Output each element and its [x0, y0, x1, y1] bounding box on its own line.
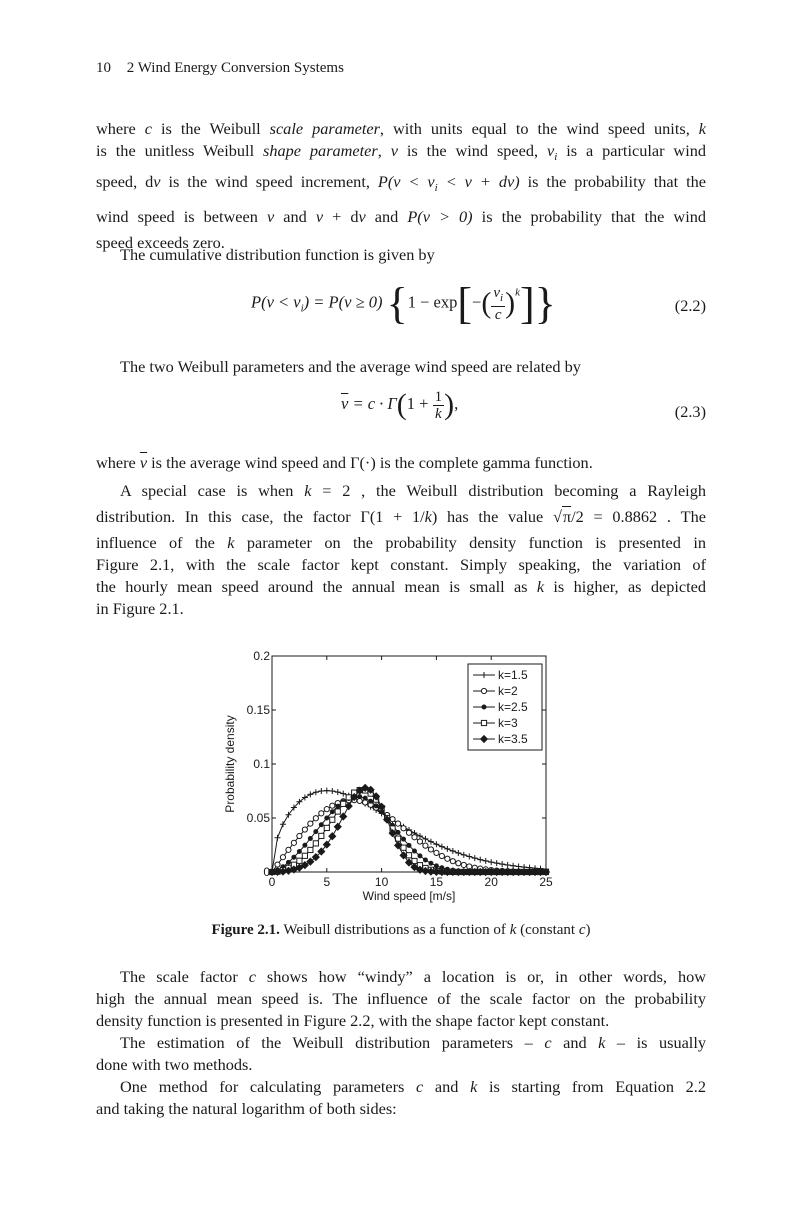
data-point — [406, 830, 411, 835]
running-header — [96, 60, 344, 77]
data-point — [297, 833, 302, 838]
text-line: wind speed is between v and v + dv and P(v > 0) is the probability that the wind — [96, 207, 706, 226]
text-line: The two Weibull parameters and the average wind speed are related by — [120, 357, 581, 376]
paragraph-scale-factor — [96, 966, 706, 1032]
data-point — [428, 847, 433, 852]
data-point — [329, 788, 335, 794]
data-point — [450, 848, 456, 854]
data-point — [423, 858, 427, 862]
data-point — [357, 798, 362, 803]
data-point — [445, 856, 450, 861]
data-point — [319, 823, 323, 827]
paragraph-weibull-definitions — [96, 118, 706, 254]
data-point — [324, 788, 330, 794]
y-tick-label: 0.05 — [246, 811, 270, 825]
data-point — [369, 799, 373, 803]
data-point — [455, 850, 461, 856]
text-line: where c is the Weibull scale parameter, with units equal to the wind speed units, k — [96, 119, 706, 138]
x-tick-label: 25 — [539, 875, 553, 889]
y-tick-label: 0.1 — [253, 757, 270, 771]
data-point — [423, 843, 428, 848]
data-point — [434, 850, 439, 855]
data-point — [313, 841, 318, 846]
data-point — [439, 844, 445, 850]
data-point — [358, 795, 362, 799]
text-line: The cumulative distribution function is given by — [120, 245, 435, 264]
data-point — [324, 807, 329, 812]
equation-number: (2.2) — [674, 296, 706, 315]
data-point — [481, 720, 486, 725]
paragraph-estimation — [96, 1032, 706, 1076]
data-point — [401, 845, 406, 850]
data-point — [456, 861, 461, 866]
data-point — [494, 860, 500, 866]
data-point — [335, 809, 340, 814]
legend-label: k=3.5 — [498, 732, 528, 746]
data-point — [417, 833, 423, 839]
data-point — [433, 841, 439, 847]
data-point — [308, 821, 313, 826]
text-line: A special case is when k = 2 , the Weibull distribution becoming a Rayleigh — [120, 481, 706, 500]
data-point — [481, 688, 486, 693]
data-point — [434, 864, 438, 868]
paragraph-relation-intro — [96, 356, 706, 378]
chart-legend — [468, 664, 542, 750]
data-point — [429, 861, 433, 865]
data-point — [286, 847, 291, 852]
data-point — [407, 843, 411, 847]
text-line: is the unitless Weibull shape parameter, v is the wind speed, $v_i$ is a particular wind — [96, 141, 706, 163]
data-point — [275, 862, 280, 867]
data-point — [412, 835, 417, 840]
data-point — [482, 705, 486, 709]
legend-label: k=3 — [498, 716, 518, 730]
data-point — [303, 843, 307, 847]
data-point — [510, 863, 516, 869]
data-point — [297, 849, 301, 853]
data-point — [412, 849, 416, 853]
text-line: distribution. In this case, the factor Γ(1 + 1/k) has the value √π/2 = 0.8862 . The — [96, 507, 706, 526]
data-point — [422, 836, 428, 842]
x-tick-label: 20 — [484, 875, 498, 889]
running-title: 2 Wind Energy Conversion Systems — [126, 60, 344, 76]
data-point — [401, 826, 406, 831]
data-point — [330, 803, 335, 808]
paragraph-cdf-intro — [96, 244, 706, 266]
x-tick-label: 15 — [429, 875, 444, 889]
legend-label: k=2 — [498, 684, 518, 698]
data-point — [402, 837, 406, 841]
data-point — [472, 855, 478, 861]
data-point — [280, 821, 286, 827]
data-point — [428, 839, 434, 845]
data-point — [417, 839, 422, 844]
text-line: in Figure 2.1. — [96, 599, 184, 618]
plot-lines — [269, 784, 550, 875]
text-line: The estimation of the Weibull distribution parameters – c and k – is usually — [120, 1033, 706, 1052]
data-point — [330, 810, 334, 814]
data-point — [314, 830, 318, 834]
data-point — [319, 833, 324, 838]
text-line: done with two methods. — [96, 1055, 253, 1074]
data-point — [297, 858, 302, 863]
data-point — [302, 853, 307, 858]
data-point — [308, 847, 313, 852]
equation-number: (2.3) — [674, 402, 706, 421]
data-point — [308, 837, 312, 841]
text-line: speed exceeds zero. — [96, 233, 225, 252]
data-point — [483, 858, 489, 864]
data-point — [334, 823, 341, 830]
data-point — [329, 833, 336, 840]
text-line: where $\overline{v}$ is the average wind speed and Γ(·) is the complete gamma function. — [96, 453, 593, 472]
x-axis-label: Wind speed [m/s] — [362, 889, 456, 903]
data-point — [374, 804, 378, 808]
equation-2-3 — [96, 384, 706, 440]
data-point — [313, 816, 318, 821]
data-point — [324, 825, 329, 830]
data-point — [340, 791, 346, 797]
legend-label: k=1.5 — [498, 668, 528, 682]
data-point — [505, 862, 511, 868]
data-point — [319, 811, 324, 816]
text-line: speed, dv is the wind speed increment, $P(v < v_i < v + dv)$ is the probability that the — [96, 172, 706, 194]
y-axis-label: Probability density — [223, 715, 237, 813]
text-line: density function is presented in Figure 2.2, with the shape factor kept constant. — [96, 1011, 610, 1030]
y-tick-label: 0.15 — [246, 703, 270, 717]
data-point — [363, 796, 367, 800]
data-point — [286, 860, 290, 864]
text-line: influence of the k parameter on the probability density function is presented in — [96, 533, 706, 552]
data-point — [396, 830, 400, 834]
data-point — [477, 857, 483, 863]
data-point — [330, 817, 335, 822]
data-point — [418, 854, 422, 858]
data-point — [395, 821, 400, 826]
equation-2-3-body: $\overline{v} = c \cdot \Gamma(1$ + $\frac{1}{k}$ ), — [341, 388, 459, 422]
text-line: and taking the natural logarithm of both sides: — [96, 1099, 397, 1118]
x-tick-label: 0 — [268, 875, 276, 889]
data-point — [341, 801, 346, 806]
y-tick-label: 0.2 — [253, 649, 270, 663]
data-point — [313, 789, 319, 795]
text-line: the hourly mean speed around the annual mean is small as k is higher, as depicted — [96, 577, 706, 596]
text-line: Figure 2.1, with the scale factor kept constant. Simply speaking, the variation of — [96, 555, 706, 574]
data-point — [335, 789, 341, 795]
text-line: One method for calculating parameters c and k is starting from Equation 2.2 — [120, 1077, 707, 1096]
paragraph-average-speed — [96, 452, 706, 474]
paragraph-rayleigh — [96, 480, 706, 620]
data-point — [280, 855, 285, 860]
data-point — [499, 861, 505, 867]
data-point — [466, 854, 472, 860]
data-point — [307, 791, 313, 797]
data-point — [302, 827, 307, 832]
figure-2-1-chart — [200, 640, 600, 915]
data-point — [292, 855, 296, 859]
data-point — [444, 846, 450, 852]
weibull-chart-svg — [200, 640, 600, 915]
figure-caption: Figure 2.1. Weibull distributions as a function of k (constant c) — [211, 922, 591, 938]
legend-label: k=2.5 — [498, 700, 528, 714]
page-number: 10 — [96, 60, 111, 76]
x-tick-label: 5 — [323, 875, 331, 889]
paragraph-method — [96, 1076, 706, 1120]
text-line: The scale factor c shows how “windy” a location is or, in other words, how — [120, 967, 707, 986]
data-point — [318, 788, 324, 794]
equation-2-2 — [96, 272, 706, 340]
data-point — [336, 804, 340, 808]
data-point — [439, 853, 444, 858]
data-point — [488, 859, 494, 865]
equation-2-2-body: $P(v < v_i) = P(v \ge 0)$ {1 − exp[−( $\frac{v_i}{c}$ )$^k$]} — [251, 279, 556, 328]
text-line: high the annual mean speed is. The influence of the scale factor on the probability — [96, 989, 706, 1008]
x-tick-label: 10 — [374, 875, 389, 889]
y-tick-label: 0 — [263, 865, 270, 879]
data-point — [461, 852, 467, 858]
data-point — [274, 835, 280, 841]
data-point — [450, 859, 455, 864]
data-point — [325, 816, 329, 820]
data-point — [461, 862, 466, 867]
data-point — [291, 840, 296, 845]
